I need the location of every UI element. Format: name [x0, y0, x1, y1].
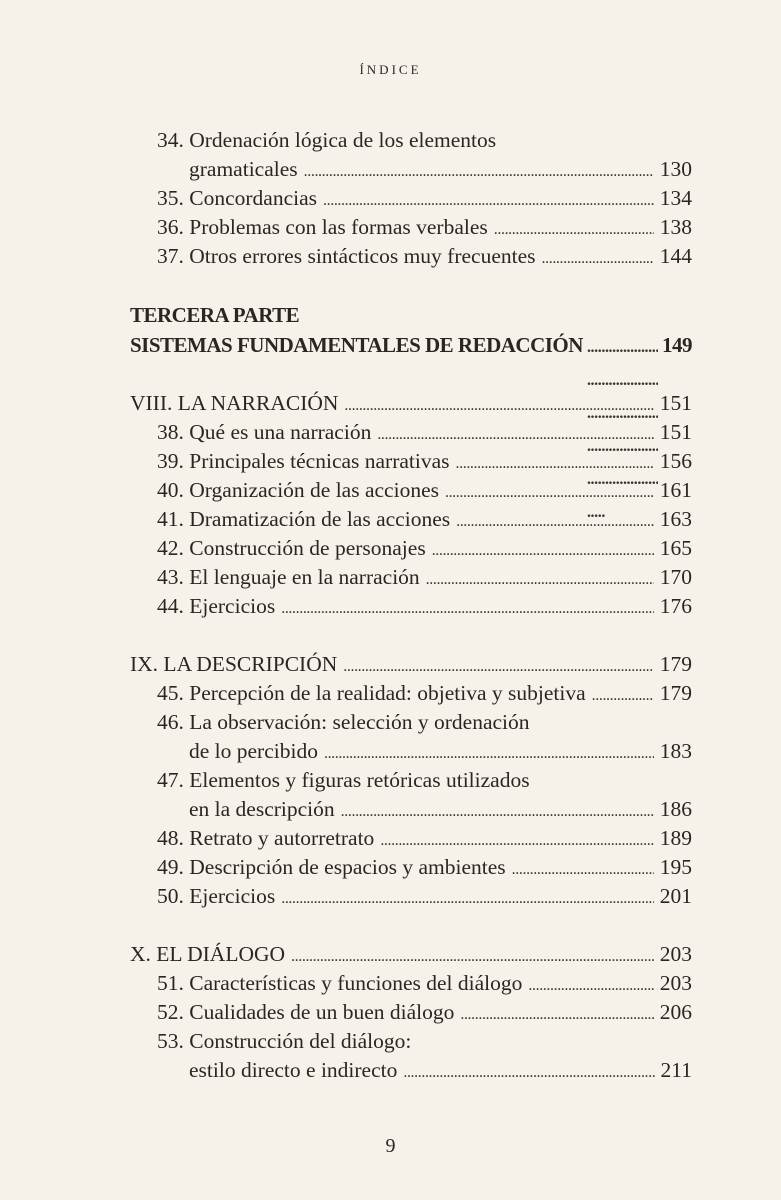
toc-entry-label: 45. Percepción de la realidad: objetiva y subjetiva	[157, 681, 586, 705]
toc-entry-49	[130, 853, 692, 882]
toc-page-number: 151	[659, 391, 692, 415]
toc-entry-44	[130, 592, 692, 621]
running-header: ÍNDICE	[359, 62, 422, 77]
toc-entry-36	[130, 213, 692, 242]
toc-entry-38	[130, 418, 692, 447]
dot-leader	[341, 795, 654, 826]
toc-entry-label: 52. Cualidades de un buen diálogo	[157, 1000, 455, 1024]
toc-entry-label: 44. Ejercicios	[157, 594, 276, 618]
toc-page-number: 151	[659, 420, 692, 444]
toc-entry-label: 49. Descripción de espacios y ambientes	[157, 855, 506, 879]
toc-page-number: 203	[659, 942, 692, 966]
dot-leader	[426, 563, 654, 594]
toc-page-number: 161	[659, 478, 692, 502]
dot-leader	[304, 155, 654, 186]
dot-leader	[528, 969, 653, 1000]
dot-leader	[592, 679, 654, 710]
toc-entry-label: 34. Ordenación lógica de los elementos	[157, 128, 497, 152]
chapter-heading-10	[130, 940, 692, 969]
chapter-heading-9	[130, 650, 692, 679]
toc-page-number: 203	[659, 971, 692, 995]
toc-entry-40	[130, 476, 692, 505]
dot-leader	[291, 940, 654, 971]
toc-entry-34-line2	[130, 155, 692, 184]
toc-page-number: 144	[659, 244, 692, 268]
toc-entry-41	[130, 505, 692, 534]
dot-leader	[460, 998, 653, 1029]
toc-entry-53-line2	[130, 1056, 692, 1085]
dot-leader	[281, 882, 654, 913]
toc-page-number: 183	[659, 739, 692, 763]
toc-entry-47-line1	[130, 766, 692, 795]
dot-leader	[456, 505, 654, 536]
toc-page-number: 206	[659, 1000, 692, 1024]
toc-entry-label: 47. Elementos y figuras retóricas utilizados	[157, 768, 530, 792]
toc-page-number: 165	[659, 536, 692, 560]
toc-entry-43	[130, 563, 692, 592]
toc-entry-label: 42. Construcción de personajes	[157, 536, 426, 560]
dot-leader	[377, 418, 653, 449]
toc-entry-39	[130, 447, 692, 476]
toc-entry-label: estilo directo e indirecto	[189, 1058, 398, 1082]
dot-leader	[380, 824, 653, 855]
part-title-label: SISTEMAS FUNDAMENTALES DE REDACCIÓN	[130, 333, 583, 357]
toc-entry-46-line2	[130, 737, 692, 766]
chapter-label: IX. LA DESCRIPCIÓN	[130, 652, 338, 676]
toc-page-number: 134	[659, 186, 692, 210]
toc-page-number: 138	[659, 215, 692, 239]
dot-leader	[432, 534, 654, 565]
toc-entry-label: 43. El lenguaje en la narración	[157, 565, 420, 589]
dot-leader	[281, 592, 654, 623]
toc-entry-label: 50. Ejercicios	[157, 884, 276, 908]
toc-entry-label: 48. Retrato y autorretrato	[157, 826, 375, 850]
dot-leader	[542, 242, 654, 273]
chapter-label: X. EL DIÁLOGO	[130, 942, 286, 966]
dot-leader	[324, 737, 654, 768]
toc-entry-label: 51. Características y funciones del diálogo	[157, 971, 523, 995]
toc-page-number: 156	[659, 449, 692, 473]
dot-leader	[456, 447, 654, 478]
toc-entry-label: 40. Organización de las acciones	[157, 478, 439, 502]
toc-entry-label: 41. Dramatización de las acciones	[157, 507, 451, 531]
toc-page-number: 179	[659, 652, 692, 676]
toc-page-number: 195	[659, 855, 692, 879]
toc-page-number: 163	[659, 507, 692, 531]
toc-entry-label: 38. Qué es una narración	[157, 420, 372, 444]
chapter-label: VIII. LA NARRACIÓN	[130, 391, 339, 415]
dot-leader	[445, 476, 654, 507]
toc-entry-label: gramaticales	[189, 157, 298, 181]
chapter-heading-8	[130, 389, 692, 418]
dot-leader	[344, 389, 653, 420]
part-title-line2	[130, 330, 692, 360]
toc-page-number: 201	[659, 884, 692, 908]
toc-entry-37	[130, 242, 692, 271]
toc-entry-48	[130, 824, 692, 853]
toc-entry-51	[130, 969, 692, 998]
dot-leader	[343, 650, 653, 681]
toc-page-number: 130	[659, 157, 692, 181]
toc-entry-label: en la descripción	[189, 797, 335, 821]
toc-page-number: 149	[662, 333, 692, 357]
toc-entry-53-line1	[130, 1027, 692, 1056]
dot-leader	[494, 213, 654, 244]
toc-page-number: 170	[659, 565, 692, 589]
table-of-contents	[130, 126, 692, 1085]
toc-page-number: 211	[660, 1058, 692, 1082]
dot-leader	[323, 184, 654, 215]
toc-entry-50	[130, 882, 692, 911]
toc-entry-45	[130, 679, 692, 708]
toc-entry-34-line1	[130, 126, 692, 155]
dot-leader	[512, 853, 654, 884]
toc-entry-52	[130, 998, 692, 1027]
toc-entry-47-line2	[130, 795, 692, 824]
toc-entry-label: de lo percibido	[189, 739, 318, 763]
toc-entry-42	[130, 534, 692, 563]
toc-page-number: 176	[659, 594, 692, 618]
page-number: 9	[385, 1135, 396, 1157]
toc-entry-label: 37. Otros errores sintácticos muy frecuentes	[157, 244, 536, 268]
toc-entry-label: 35. Concordancias	[157, 186, 318, 210]
toc-page-number: 179	[659, 681, 692, 705]
toc-entry-label: 39. Principales técnicas narrativas	[157, 449, 450, 473]
toc-entry-label: 53. Construcción del diálogo:	[157, 1029, 412, 1053]
part-title-line1: TERCERA PARTE	[130, 303, 300, 327]
toc-entry-46-line1	[130, 708, 692, 737]
toc-entry-label: 36. Problemas con las formas verbales	[157, 215, 488, 239]
toc-page-number: 189	[659, 826, 692, 850]
dot-leader	[403, 1056, 654, 1087]
toc-page-number: 186	[659, 797, 692, 821]
toc-entry-35	[130, 184, 692, 213]
toc-entry-label: 46. La observación: selección y ordenación	[157, 710, 530, 734]
